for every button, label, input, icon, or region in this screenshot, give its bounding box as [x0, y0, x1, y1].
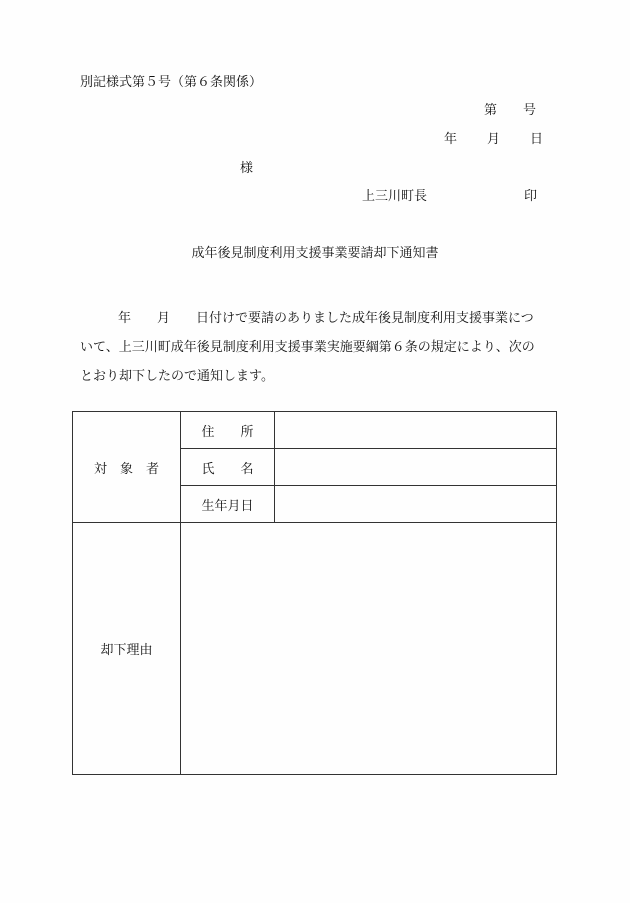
birthdate-label: 生年月日 [181, 486, 275, 523]
body-month: 月 [157, 311, 171, 326]
body-year: 年 [118, 311, 132, 326]
addressee: 様 [240, 161, 254, 176]
body-line-2: いて、上三川町成年後見制度利用支援事業実施要綱第６条の規定により、次の [80, 340, 535, 355]
number-prefix: 第 [484, 103, 498, 118]
date-month: 月 [487, 132, 501, 147]
address-label: 住 所 [181, 412, 275, 449]
form-reference: 別記様式第５号（第６条関係） [80, 75, 263, 90]
body-line-1 [80, 304, 560, 333]
seal-mark: 印 [524, 189, 538, 204]
birthdate-field[interactable] [275, 486, 557, 523]
document-number [484, 104, 536, 117]
reason-field[interactable] [181, 523, 557, 775]
document-title: 成年後見制度利用支援事業要請却下通知書 [191, 246, 439, 261]
name-field[interactable] [275, 449, 557, 486]
date-year: 年 [444, 132, 458, 147]
address-field[interactable] [275, 412, 557, 449]
reason-label: 却下理由 [73, 523, 181, 775]
name-label: 氏 名 [181, 449, 275, 486]
subject-info-table [72, 411, 557, 775]
number-suffix: 号 [523, 103, 537, 118]
sender-name: 上三川町長 [362, 189, 428, 204]
body-line-3: とおり却下したので通知します。 [80, 369, 274, 384]
body-line-1-rest: 日付けで要請のありました成年後見制度利用支援事業につ [196, 311, 534, 326]
date-day: 日 [530, 132, 544, 147]
subject-label: 対 象 者 [73, 412, 181, 523]
document-date [444, 133, 543, 146]
notice-body [80, 304, 560, 391]
